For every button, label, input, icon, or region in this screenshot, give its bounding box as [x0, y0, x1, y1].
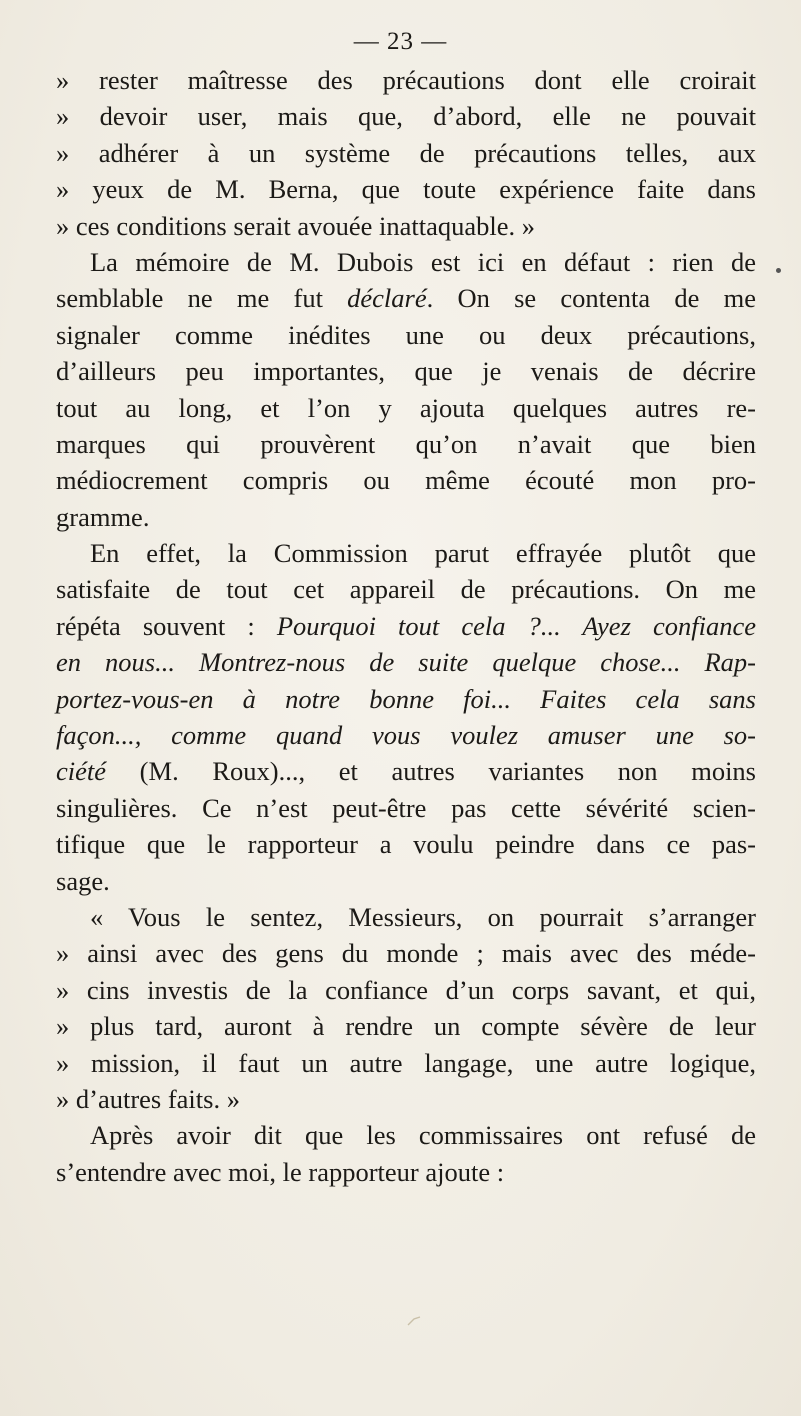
- text-line: singulières. Ce n’est peut-être pas cette sévérité scien-: [56, 792, 756, 823]
- text-line: sage.: [56, 865, 110, 896]
- text-line: » rester maîtresse des précautions dont elle croirait: [56, 65, 756, 95]
- text-span: semblable ne me fut: [56, 283, 348, 314]
- text-line: gramme.: [56, 501, 150, 532]
- text-line: en nous... Montrez-nous de suite quelque chose... Rap-: [56, 647, 756, 678]
- text-line: d’ailleurs peu importantes, que je venais de décrire: [56, 356, 756, 387]
- text-line: » yeux de M. Berna, que toute expérience faite dans: [56, 174, 756, 205]
- text-line: » mission, il faut un autre langage, une autre logique,: [56, 1047, 756, 1078]
- text-line: portez-vous-en à notre bonne foi... Faites cela sans: [56, 683, 756, 714]
- page-number: — 23 —: [353, 28, 448, 55]
- paragraph-commission: [56, 535, 756, 899]
- text-line: » plus tard, auront à rendre un compte sévère de leur: [56, 1011, 756, 1042]
- italic-span: Pourquoi tout cela ?... Ayez confiance: [276, 610, 756, 641]
- text-line: » ces conditions serait avouée inattaquable. »: [56, 210, 536, 241]
- quote-continuation: [56, 62, 756, 244]
- text-span: (M. Roux)..., et autres variantes non moins: [106, 756, 756, 787]
- text-line: Après avoir dit que les commissaires ont refusé de: [90, 1120, 756, 1151]
- text-line: [56, 608, 756, 644]
- text-line: « Vous le sentez, Messieurs, on pourrait s’arranger: [90, 901, 756, 932]
- text-line: façon..., comme quand vous voulez amuser une so-: [56, 720, 756, 751]
- italic-span: ciété: [56, 756, 107, 787]
- text-span: . On se contenta de me: [426, 283, 756, 314]
- text-line: signaler comme inédites une ou deux précautions,: [56, 319, 756, 350]
- text-line: » devoir user, mais que, d’abord, elle ne pouvait: [56, 101, 756, 132]
- text-line: » ainsi avec des gens du monde ; mais avec des méde-: [56, 938, 756, 969]
- text-line: s’entendre avec moi, le rapporteur ajoute :: [56, 1156, 505, 1187]
- margin-dot-mark: [776, 268, 781, 273]
- text-line: La mémoire de M. Dubois est ici en défaut : rien de: [90, 246, 756, 277]
- text-line: tout au long, et l’on y ajouta quelques autres re-: [56, 392, 756, 423]
- paragraph-apres: [56, 1117, 756, 1190]
- text-line: En effet, la Commission parut effrayée plutôt que: [90, 538, 756, 569]
- text-line: [56, 753, 756, 789]
- text-line: médiocrement compris ou même écouté mon pro-: [56, 465, 756, 496]
- text-line: [56, 280, 756, 316]
- quote-rapport: [56, 899, 756, 1117]
- text-line: » cins investis de la confiance d’un corps savant, et qui,: [56, 974, 756, 1005]
- text-line: marques qui prouvèrent qu’on n’avait que bien: [56, 428, 756, 459]
- text-line: satisfaite de tout cet appareil de précautions. On me: [56, 574, 756, 605]
- page-text: [56, 62, 756, 1190]
- text-line: tifique que le rapporteur a voulu peindre dans ce pas-: [56, 829, 756, 860]
- text-line: » adhérer à un système de précautions telles, aux: [56, 137, 756, 168]
- text-line: » d’autres faits. »: [56, 1083, 240, 1114]
- paragraph-memoire: [56, 244, 756, 535]
- italic-span: déclaré: [347, 283, 427, 314]
- pencil-tick-mark: [407, 1316, 421, 1326]
- text-span: répéta souvent :: [56, 610, 277, 641]
